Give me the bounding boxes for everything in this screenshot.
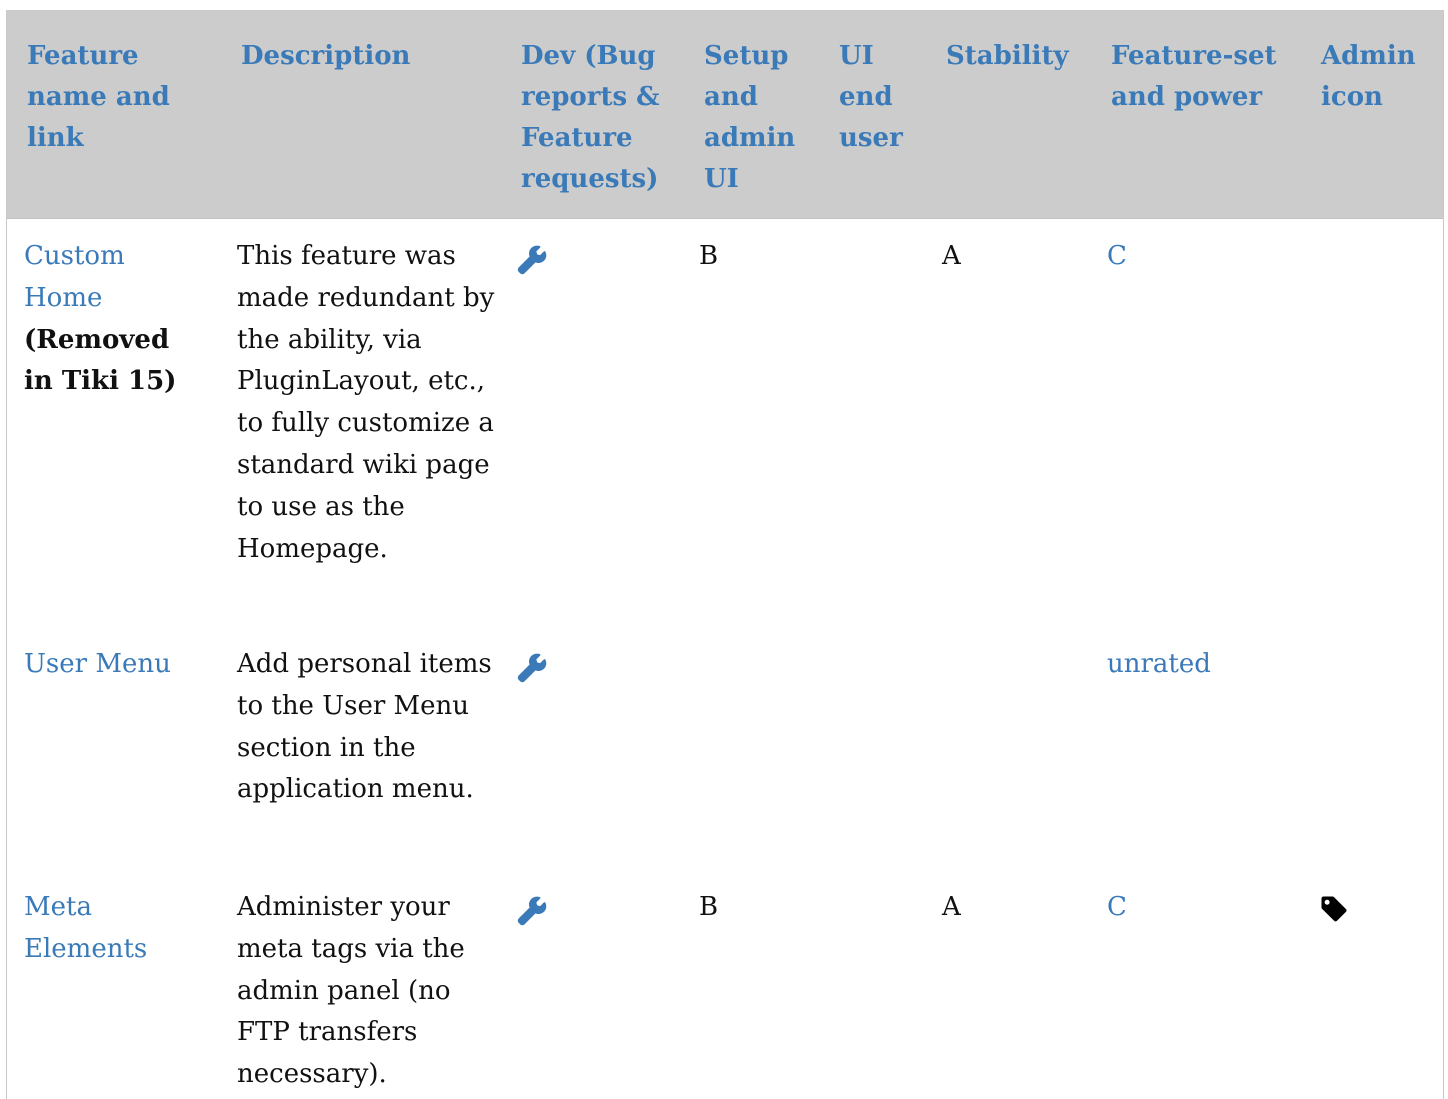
feature-cell (24, 887, 204, 971)
wrench-icon[interactable] (517, 653, 547, 683)
feature-cell (24, 644, 204, 686)
features-table (6, 10, 1444, 1099)
setup-rating: B (699, 892, 719, 922)
wrench-icon[interactable] (517, 896, 547, 926)
wrench-icon[interactable] (517, 245, 547, 275)
feature-set-rating-link[interactable]: C (1107, 241, 1127, 271)
feature-set-rating-link[interactable]: C (1107, 892, 1127, 922)
header-setup-admin-ui[interactable]: Setup and admin UI (704, 41, 796, 194)
header-dev[interactable]: Dev (Bug reports & Feature requests) (521, 41, 660, 194)
feature-link-custom-home[interactable]: Custom Home (24, 241, 125, 313)
description-cell: Add personal items to the User Menu section in the application menu. (237, 649, 492, 805)
header-stability[interactable]: Stability (946, 41, 1069, 71)
header-feature-name[interactable]: Feature name and link (27, 41, 170, 153)
table-header (7, 10, 1443, 219)
removed-note: (Removed in Tiki 15) (24, 324, 177, 397)
header-description[interactable]: Description (241, 41, 411, 71)
stability-rating: A (942, 241, 961, 271)
setup-rating: B (699, 241, 719, 271)
tag-icon[interactable] (1319, 894, 1349, 924)
description-cell: Administer your meta tags via the admin panel (no FTP transfers necessary). (237, 892, 465, 1090)
feature-set-rating-link[interactable]: unrated (1107, 649, 1211, 679)
header-ui-end-user[interactable]: UI end user (839, 41, 903, 153)
feature-link-user-menu[interactable]: User Menu (24, 649, 171, 679)
description-cell: This feature was made redundant by the ability, via PluginLayout, etc., to fully customize a standard wiki page to use as the Homepage. (237, 241, 495, 564)
feature-link-meta-elements[interactable]: Meta Elements (24, 892, 148, 964)
header-admin-icon[interactable]: Admin icon (1321, 41, 1416, 112)
feature-cell (24, 236, 204, 403)
stability-rating: A (942, 892, 961, 922)
header-feature-set[interactable]: Feature-set and power (1111, 41, 1277, 112)
